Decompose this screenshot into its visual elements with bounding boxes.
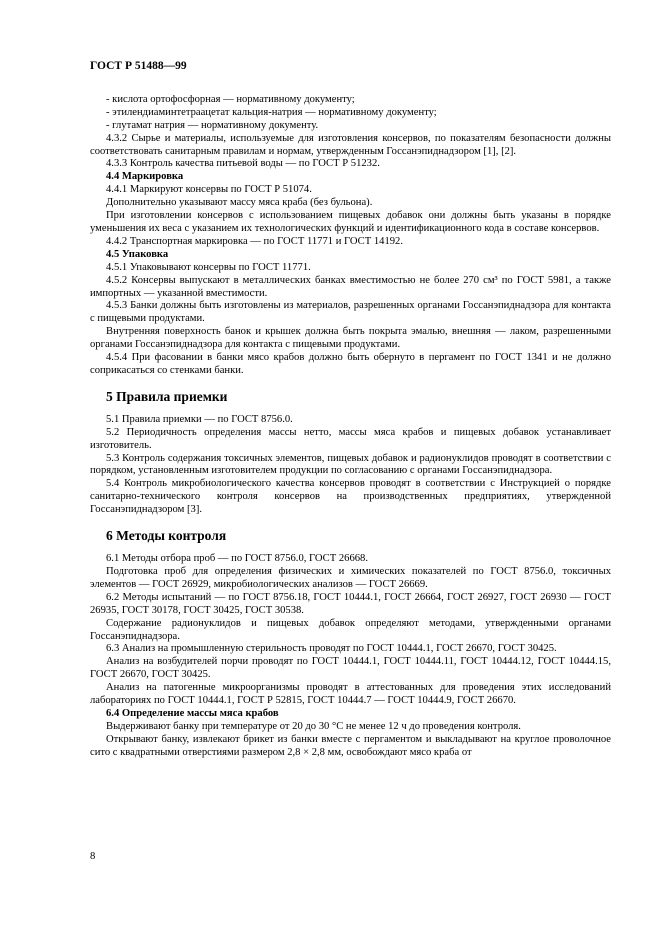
list-item: - этилендиаминтетраацетат кальция-натрия — нормативному документу; <box>106 106 437 118</box>
paragraph: Внутренняя поверхность банок и крышек должна быть покрыта эмалью, внешняя — лаком, разрешенными органами Госсанэпиднадзора для контакта с пищевыми продуктами. <box>90 326 611 351</box>
subsection-heading: 4.5 Упаковка <box>106 248 169 260</box>
paragraph: Анализ на возбудителей порчи проводят по ГОСТ 10444.1, ГОСТ 10444.11, ГОСТ 10444.12, ГОСТ 10444.15, ГОСТ 26670, ГОСТ 30425. <box>90 656 611 681</box>
paragraph: 5.4 Контроль микробиологического качества консервов проводят в соответствии с Инструкцией о порядке санитарно-технического контроля консервов на производственных предприятиях, утвержденной Госсанэпиднадзором [3]. <box>90 478 611 516</box>
paragraph: 6.3 Анализ на промышленную стерильность проводят по ГОСТ 10444.1, ГОСТ 26670, ГОСТ 30425. <box>106 643 557 655</box>
paragraph: 4.3.2 Сырье и материалы, используемые для изготовления консервов, по показателям безопасности должны соответствовать санитарным правилам и нормам, утвержденным Госсанэпиднадзором [1], [2]. <box>90 132 611 157</box>
paragraph: Содержание радионуклидов и пищевых добавок определяют методами, утвержденными органами Госсанэпиднадзора. <box>90 617 611 642</box>
paragraph: При изготовлении консервов с использованием пищевых добавок они должны быть указаны в порядке уменьшения их веса с указанием их технологических функций и идентификационного кода в составе консервов. <box>90 210 611 234</box>
document-header: ГОСТ Р 51488—99 <box>90 60 187 72</box>
paragraph: 5.2 Периодичность определения массы нетто, массы мяса крабов и пищевых добавок устанавливает изготовитель. <box>90 426 611 451</box>
paragraph: 4.5.2 Консервы выпускают в металлических банках вместимостью не более 270 см³ по ГОСТ 5981, а также импортных — указанной вместимости. <box>90 274 611 299</box>
paragraph: Анализ на патогенные микроорганизмы проводят в аттестованных для проведения этих исследований лабораториях по ГОСТ 10444.1, ГОСТ Р 52815, ГОСТ 10444.7 — ГОСТ 10444.9, ГОСТ 26670. <box>90 682 611 707</box>
list-item: - глутамат натрия — нормативному документу. <box>106 119 319 131</box>
paragraph: 4.5.3 Банки должны быть изготовлены из материалов, разрешенных органами Госсанэпиднадзора для контакта с пищевыми продуктами. <box>90 300 611 325</box>
paragraph: 4.5.1 Упаковывают консервы по ГОСТ 11771. <box>106 261 311 273</box>
subsection-heading: 6.4 Определение массы мяса крабов <box>106 707 279 719</box>
paragraph: 4.3.3 Контроль качества питьевой воды — по ГОСТ Р 51232. <box>106 158 380 170</box>
paragraph: Выдерживают банку при температуре от 20 до 30 °С не менее 12 ч до проведения контроля. <box>106 720 521 732</box>
section-heading: 6 Методы контроля <box>106 528 227 544</box>
paragraph: Подготовка проб для определения физических и химических показателей по ГОСТ 8756.0, токсичных элементов — ГОСТ 26929, микробиологических анализов — ГОСТ 26669. <box>90 566 611 590</box>
section-heading: 5 Правила приемки <box>106 388 228 404</box>
paragraph: 5.1 Правила приемки — по ГОСТ 8756.0. <box>106 413 293 425</box>
document-page <box>90 60 611 760</box>
paragraph: 4.5.4 При фасовании в банки мясо крабов должно быть обернуто в пергамент по ГОСТ 1341 и не должно соприкасаться со стенками банки. <box>90 352 611 376</box>
paragraph: 5.3 Контроль содержания токсичных элементов, пищевых добавок и радионуклидов проводят в соответствии с порядком, установленным изготовителем продукции по согласованию с органами Госсанэпиднадзора. <box>90 452 611 477</box>
paragraph: 4.4.1 Маркируют консервы по ГОСТ Р 51074. <box>106 184 312 196</box>
subsection-heading: 4.4 Маркировка <box>106 171 184 183</box>
paragraph: 6.1 Методы отбора проб — по ГОСТ 8756.0, ГОСТ 26668. <box>106 553 369 565</box>
paragraph: Дополнительно указывают массу мяса краба (без бульона). <box>106 197 373 209</box>
page-number: 8 <box>90 851 96 862</box>
paragraph: 4.4.2 Транспортная маркировка — по ГОСТ 11771 и ГОСТ 14192. <box>106 235 403 247</box>
list-item: - кислота ортофосфорная — нормативному документу; <box>106 93 355 105</box>
paragraph: 6.2 Методы испытаний — по ГОСТ 8756.18, ГОСТ 10444.1, ГОСТ 26664, ГОСТ 26927, ГОСТ 26930 — ГОСТ 26935, ГОСТ 30178, ГОСТ 30425, ГОСТ 30538. <box>90 591 611 616</box>
paragraph: Открывают банку, извлекают брикет из банки вместе с пергаментом и выкладывают на круглое проволочное сито с квадратными отверстиями размером 2,8 × 2,8 мм, освобождают мясо краба от <box>90 733 611 758</box>
